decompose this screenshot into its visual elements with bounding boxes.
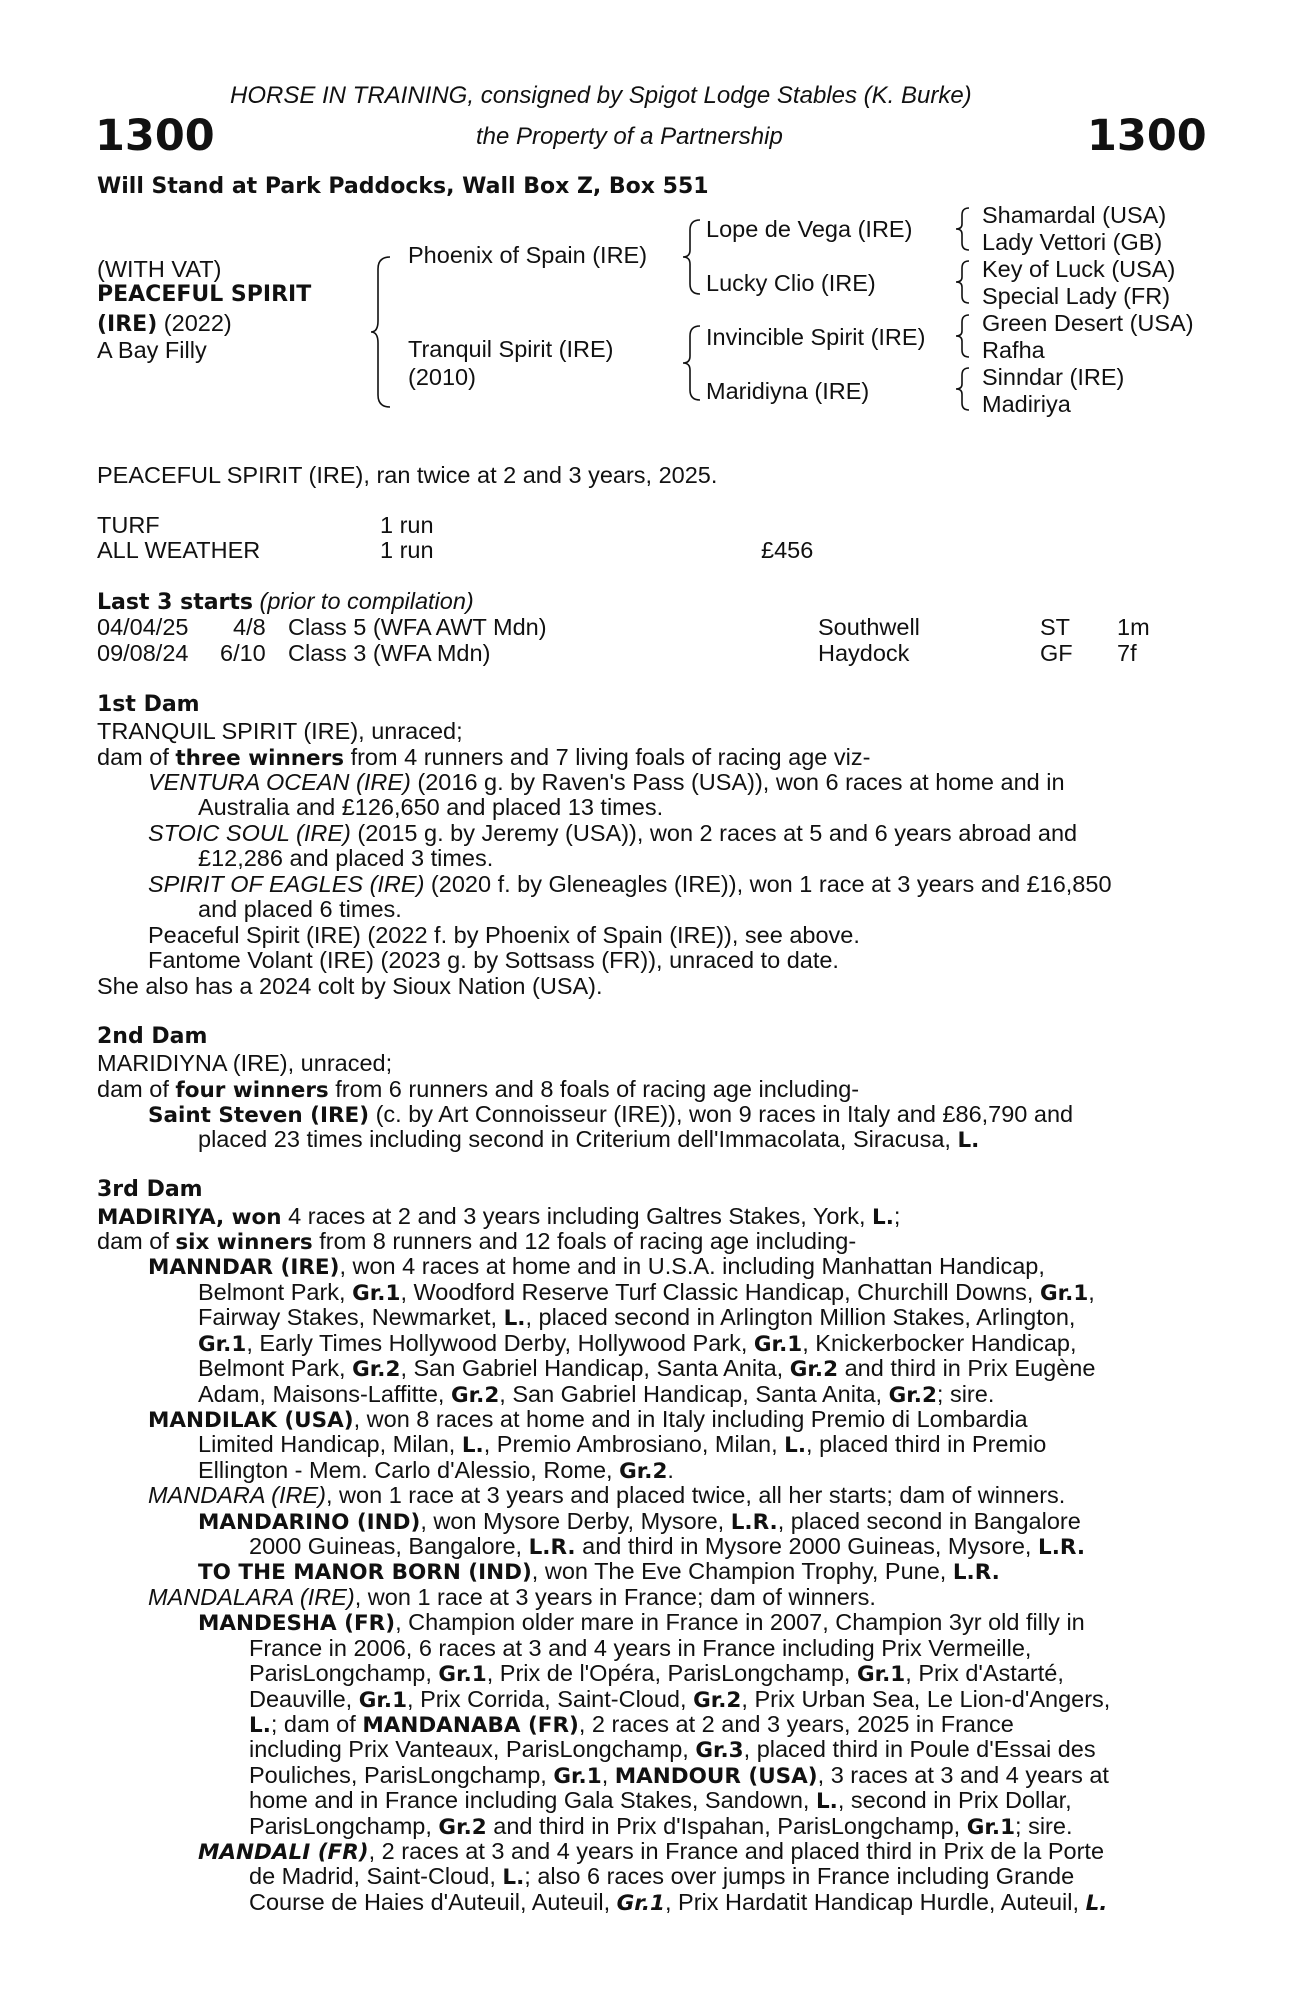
race-grade: Gr.2 — [352, 1357, 401, 1382]
third-dam-line — [198, 1279, 1095, 1306]
start-distance: 7f — [1117, 640, 1137, 666]
text-run: (c. by Art Connoisseur (IRE)), won 9 races in Italy and £86,790 and — [369, 1101, 1074, 1127]
first-dam-line: and placed 6 times. — [198, 896, 402, 922]
progeny-name: MANDARA (IRE) — [148, 1482, 326, 1508]
text-run: and third in Prix d'Ispahan, ParisLongchamp, — [486, 1813, 967, 1839]
race-grade: Gr.2 — [693, 1688, 742, 1713]
third-dam-line — [249, 1863, 1074, 1890]
race-grade: L. — [1085, 1891, 1108, 1916]
text-run: dam of — [97, 744, 176, 770]
third-dam-line — [198, 1558, 1000, 1585]
property-line: the Property of a Partnership — [476, 123, 783, 150]
third-dam-line — [249, 1711, 1014, 1738]
text-run: , won Mysore Derby, Mysore, — [420, 1508, 731, 1534]
start-date: 04/04/25 — [97, 614, 189, 640]
first-dam-line — [148, 769, 1065, 796]
third-dam-line — [198, 1457, 674, 1484]
progeny-name: MANDALI (FR) — [198, 1840, 369, 1865]
location-line: Will Stand at Park Paddocks, Wall Box Z, Box 551 — [97, 174, 709, 199]
race-grade: Gr.3 — [695, 1738, 744, 1763]
progeny-name: Saint Steven (IRE) — [148, 1103, 370, 1128]
race-grade: L. — [815, 1789, 838, 1814]
text-run: , won 8 races at home and in Italy including Premio di Lombardia — [353, 1406, 1028, 1432]
text-run: , 3 races at 3 and 4 years at — [817, 1762, 1109, 1788]
pedigree-dam: Tranquil Spirit (IRE) — [408, 336, 614, 362]
third-dam-line — [249, 1533, 1085, 1560]
horse-name-suffix — [97, 310, 232, 338]
progeny-name: MANDALARA (IRE) — [148, 1584, 355, 1610]
progeny-name: MANDANABA (FR) — [362, 1713, 579, 1738]
text-run: placed 23 times including second in Criterium dell'Immacolata, Siracusa, — [198, 1126, 958, 1152]
start-distance: 1m — [1117, 614, 1150, 640]
first-dam-line: TRANQUIL SPIRIT (IRE), unraced; — [97, 718, 463, 744]
text-run: , San Gabriel Handicap, Santa Anita, — [499, 1381, 889, 1407]
pedigree-bracket-g4 — [955, 366, 971, 412]
race-grade: Gr.1 — [856, 1662, 906, 1687]
race-grade: Gr.1 — [198, 1332, 247, 1357]
race-grade: L. — [784, 1433, 807, 1458]
race-grade: L. — [502, 1865, 525, 1890]
text-run: dam of — [97, 1076, 176, 1102]
text-run: (2016 g. by Raven's Pass (USA)), won 6 races at home and in — [410, 769, 1065, 795]
race-grade: L. — [957, 1128, 980, 1153]
progeny-name: MANNDAR (IRE) — [148, 1255, 340, 1280]
text-run: , Woodford Reserve Turf Classic Handicap, Churchill Downs, — [400, 1279, 1040, 1305]
third-dam-line — [198, 1609, 1085, 1636]
pedigree-g2: Lady Vettori (GB) — [982, 229, 1163, 255]
third-dam-line — [198, 1431, 1046, 1458]
pedigree-bracket-g2 — [955, 259, 971, 305]
second-dam-line: MARIDIYNA (IRE), unraced; — [97, 1050, 393, 1076]
text-run: (2020 f. by Gleneagles (IRE)), won 1 race at 3 years and £16,850 — [424, 871, 1112, 897]
race-grade: Gr.2 — [619, 1459, 668, 1484]
first-dam-line: Fantome Volant (IRE) (2023 g. by Sottsass (FR)), unraced to date. — [148, 947, 839, 973]
race-grade: L. — [461, 1433, 484, 1458]
race-grade: Gr.2 — [789, 1357, 839, 1382]
text-run: Pouliches, ParisLongchamp, — [249, 1762, 554, 1788]
race-grade: L.R. — [952, 1560, 1000, 1585]
race-grade: Gr.1 — [616, 1891, 665, 1916]
third-dam-line — [198, 1355, 1095, 1382]
record-surface: TURF — [97, 512, 160, 538]
text-run: ParisLongchamp, — [249, 1660, 439, 1686]
text-run: , Prix Urban Sea, Le Lion-d'Angers, — [741, 1686, 1111, 1712]
racing-summary: PEACEFUL SPIRIT (IRE), ran twice at 2 and 3 years, 2025. — [97, 462, 718, 488]
text-run: , second in Prix Dollar, — [837, 1787, 1072, 1813]
record-runs: 1 run — [380, 537, 434, 563]
race-grade: Gr.1 — [966, 1815, 1016, 1840]
record-runs: 1 run — [380, 512, 434, 538]
second-dam-line — [97, 1076, 859, 1103]
third-dam-line — [97, 1228, 856, 1255]
text-run: and third in Prix Eugène — [838, 1355, 1096, 1381]
pedigree-bracket-g1 — [955, 206, 971, 252]
first-dam-line: £12,286 and placed 3 times. — [198, 845, 494, 871]
start-going: GF — [1040, 640, 1073, 666]
text-run: , Prix Hardatit Handicap Hurdle, Auteuil, — [664, 1889, 1086, 1915]
text-run: Limited Handicap, Milan, — [198, 1431, 462, 1457]
text-run: , placed third in Poule d'Essai des — [743, 1736, 1096, 1762]
text-run: 2000 Guineas, Bangalore, — [249, 1533, 529, 1559]
pedigree-g6: Rafha — [982, 337, 1045, 363]
text-run: , Premio Ambrosiano, Milan, — [483, 1431, 785, 1457]
race-grade: L.R. — [1038, 1535, 1085, 1560]
first-dam-heading: 1st Dam — [97, 692, 200, 717]
text-run: , won The Eve Champion Trophy, Pune, — [531, 1558, 953, 1584]
race-grade: Gr.1 — [553, 1764, 602, 1789]
race-grade: L.R. — [528, 1535, 576, 1560]
race-grade: Gr.1 — [753, 1332, 803, 1357]
text-run: including Prix Vanteaux, ParisLongchamp, — [249, 1736, 696, 1762]
third-dam-line — [249, 1787, 1072, 1814]
third-dam-line — [198, 1381, 994, 1408]
text-run: ; sire. — [1015, 1813, 1073, 1839]
third-dam-line — [249, 1686, 1110, 1713]
pedigree-g3: Key of Luck (USA) — [982, 256, 1176, 282]
progeny-name: VENTURA OCEAN (IRE) — [148, 769, 411, 795]
last-starts-title: Last 3 starts — [97, 590, 254, 615]
pedigree-bracket-sire — [682, 218, 702, 298]
pedigree-bracket-g3 — [955, 313, 971, 359]
text-run: Belmont Park, — [198, 1355, 353, 1381]
text-run: and third in Mysore 2000 Guineas, Mysore, — [575, 1533, 1038, 1559]
third-dam-line — [148, 1406, 1028, 1433]
third-dam-line — [97, 1203, 900, 1230]
text-run: ; dam of — [270, 1711, 363, 1737]
lot-number-left: 1300 — [95, 111, 215, 161]
third-dam-line — [148, 1584, 876, 1611]
race-grade: Gr.1 — [358, 1688, 408, 1713]
pedigree-dam-dam: Maridiyna (IRE) — [706, 378, 870, 404]
third-dam-line — [249, 1813, 1073, 1840]
text-run: , Champion older mare in France in 2007, Champion 3yr old filly in — [395, 1609, 1085, 1635]
pedigree-bracket-main — [370, 255, 392, 410]
bold-run: won — [231, 1205, 282, 1230]
pedigree-g7: Sinndar (IRE) — [982, 364, 1125, 390]
progeny-name: STOIC SOUL (IRE) — [148, 820, 351, 846]
text-run: , Prix d'Astarté, — [905, 1660, 1064, 1686]
bold-run: four winners — [175, 1078, 329, 1103]
text-run: , Knickerbocker Handicap, — [802, 1330, 1077, 1356]
third-dam-line — [198, 1304, 1075, 1331]
third-dam-heading: 3rd Dam — [97, 1177, 203, 1202]
progeny-name: SPIRIT OF EAGLES (IRE) — [148, 871, 425, 897]
text-run: Adam, Maisons-Laffitte, — [198, 1381, 451, 1407]
text-run: Fairway Stakes, Newmarket, — [198, 1304, 504, 1330]
text-run: , won 4 races at home and in U.S.A. including Manhattan Handicap, — [339, 1253, 1045, 1279]
third-dam-line — [249, 1736, 1096, 1763]
text-run: ; sire. — [936, 1381, 995, 1407]
race-grade: L. — [872, 1205, 894, 1230]
race-grade: L.R. — [730, 1510, 778, 1535]
pedigree-bracket-dam — [682, 324, 702, 404]
text-run: Belmont Park, — [198, 1279, 353, 1305]
text-run: , 2 races at 3 and 4 years in France and placed third in Prix de la Porte — [368, 1838, 1105, 1864]
record-surface: ALL WEATHER — [97, 537, 261, 563]
text-run: , San Gabriel Handicap, Santa Anita, — [400, 1355, 790, 1381]
start-position: 6/10 — [220, 640, 266, 666]
third-dam-line — [198, 1838, 1104, 1865]
start-course: Haydock — [818, 640, 910, 666]
pedigree-g4: Special Lady (FR) — [982, 283, 1171, 309]
text-run: 4 races at 2 and 3 years including Galtres Stakes, York, — [281, 1203, 873, 1229]
second-dam-line — [148, 1101, 1073, 1128]
bold-run: six winners — [175, 1230, 313, 1255]
text-run: ; — [893, 1203, 901, 1229]
text-run: from 8 runners and 12 foals of racing age including- — [312, 1228, 857, 1254]
first-dam-line: Peaceful Spirit (IRE) (2022 f. by Phoenix of Spain (IRE)), see above. — [148, 922, 860, 948]
text-run: , placed second in Arlington Million Stakes, Arlington, — [525, 1304, 1076, 1330]
horse-country: (IRE) — [97, 312, 158, 337]
text-run: , won 1 race at 3 years in France; dam of winners. — [354, 1584, 876, 1610]
progeny-name: MANDARINO (IND) — [198, 1510, 421, 1535]
bold-run: , — [216, 1205, 232, 1230]
text-run: (2015 g. by Jeremy (USA)), won 2 races at 5 and 6 years abroad and — [350, 820, 1078, 846]
third-dam-line — [148, 1253, 1045, 1280]
text-run: ; also 6 races over jumps in France including Grande — [524, 1863, 1075, 1889]
text-run: , won 1 race at 3 years and placed twice, all her starts; dam of winners. — [326, 1482, 1066, 1508]
text-run: Course de Haies d'Auteuil, Auteuil, — [249, 1889, 617, 1915]
start-race: Class 3 (WFA Mdn) — [288, 640, 491, 666]
dam-name: MADIRIYA — [97, 1205, 216, 1230]
text-run: Ellington - Mem. Carlo d'Alessio, Rome, — [198, 1457, 620, 1483]
third-dam-line — [249, 1889, 1107, 1916]
text-run: dam of — [97, 1228, 176, 1254]
consignor-line: HORSE IN TRAINING, consigned by Spigot Lodge Stables (K. Burke) — [230, 82, 972, 109]
first-dam-line: Australia and £126,650 and placed 13 times. — [198, 794, 664, 820]
third-dam-line — [249, 1762, 1109, 1789]
first-dam-line — [148, 820, 1077, 847]
horse-name: PEACEFUL SPIRIT — [97, 282, 312, 307]
horse-description: A Bay Filly — [97, 337, 207, 363]
text-run: , Prix Corrida, Saint-Cloud, — [407, 1686, 694, 1712]
pedigree-g8: Madiriya — [982, 391, 1071, 417]
text-run: , 2 races at 2 and 3 years, 2025 in France — [578, 1711, 1014, 1737]
third-dam-line — [198, 1330, 1077, 1357]
text-run: de Madrid, Saint-Cloud, — [249, 1863, 503, 1889]
race-grade: Gr.2 — [438, 1815, 487, 1840]
race-grade: Gr.1 — [1039, 1281, 1089, 1306]
record-earnings: £456 — [761, 537, 814, 563]
vat-label: (WITH VAT) — [97, 256, 222, 282]
third-dam-line — [249, 1660, 1064, 1687]
progeny-name: MANDOUR (USA) — [614, 1764, 818, 1789]
first-dam-line — [148, 871, 1112, 898]
text-run: , placed third in Premio — [806, 1431, 1047, 1457]
bold-run: three winners — [175, 746, 345, 771]
lot-number-right: 1300 — [1087, 111, 1207, 161]
start-going: ST — [1040, 614, 1071, 640]
text-run: home and in France including Gala Stakes, Sandown, — [249, 1787, 816, 1813]
last-starts-heading — [97, 589, 474, 616]
text-run: from 6 runners and 8 foals of racing age including- — [328, 1076, 860, 1102]
start-position: 4/8 — [233, 614, 266, 640]
first-dam-line: She also has a 2024 colt by Sioux Nation (USA). — [97, 973, 603, 999]
progeny-name: MANDILAK (USA) — [148, 1408, 354, 1433]
first-dam-line — [97, 744, 870, 771]
race-grade: Gr.2 — [450, 1383, 500, 1408]
pedigree-sire-sire: Lope de Vega (IRE) — [706, 216, 913, 242]
start-date: 09/08/24 — [97, 640, 189, 666]
text-run: ParisLongchamp, — [249, 1813, 439, 1839]
progeny-name: TO THE MANOR BORN (IND) — [198, 1560, 532, 1585]
text-run: from 4 runners and 7 living foals of racing age viz- — [344, 744, 871, 770]
third-dam-line — [198, 1508, 1081, 1535]
pedigree-dam-sire: Invincible Spirit (IRE) — [706, 324, 926, 350]
third-dam-line: France in 2006, 6 races at 3 and 4 years in France including Prix Vermeille, — [249, 1635, 1032, 1661]
text-run: , — [1088, 1279, 1095, 1305]
progeny-name: MANDESHA (FR) — [198, 1611, 396, 1636]
third-dam-line — [148, 1482, 1065, 1509]
race-grade: Gr.1 — [438, 1662, 487, 1687]
horse-year: (2022) — [157, 310, 232, 336]
start-course: Southwell — [818, 614, 920, 640]
second-dam-line — [198, 1126, 979, 1153]
race-grade: Gr.1 — [352, 1281, 401, 1306]
race-grade: L. — [503, 1306, 526, 1331]
text-run: . — [667, 1457, 674, 1483]
text-run: , Early Times Hollywood Derby, Hollywood Park, — [246, 1330, 754, 1356]
start-race: Class 5 (WFA AWT Mdn) — [288, 614, 547, 640]
pedigree-g5: Green Desert (USA) — [982, 310, 1194, 336]
text-run: , Prix de l'Opéra, ParisLongchamp, — [486, 1660, 857, 1686]
text-run: , — [601, 1762, 615, 1788]
text-run: Deauville, — [249, 1686, 359, 1712]
pedigree-sire: Phoenix of Spain (IRE) — [408, 242, 648, 268]
pedigree-dam-year: (2010) — [408, 364, 476, 390]
second-dam-heading: 2nd Dam — [97, 1024, 208, 1049]
race-grade: Gr.2 — [888, 1383, 937, 1408]
text-run: , placed second in Bangalore — [777, 1508, 1081, 1534]
race-grade: L. — [249, 1713, 271, 1738]
pedigree-g1: Shamardal (USA) — [982, 202, 1167, 228]
pedigree-sire-dam: Lucky Clio (IRE) — [706, 270, 876, 296]
last-starts-note: (prior to compilation) — [253, 588, 474, 614]
